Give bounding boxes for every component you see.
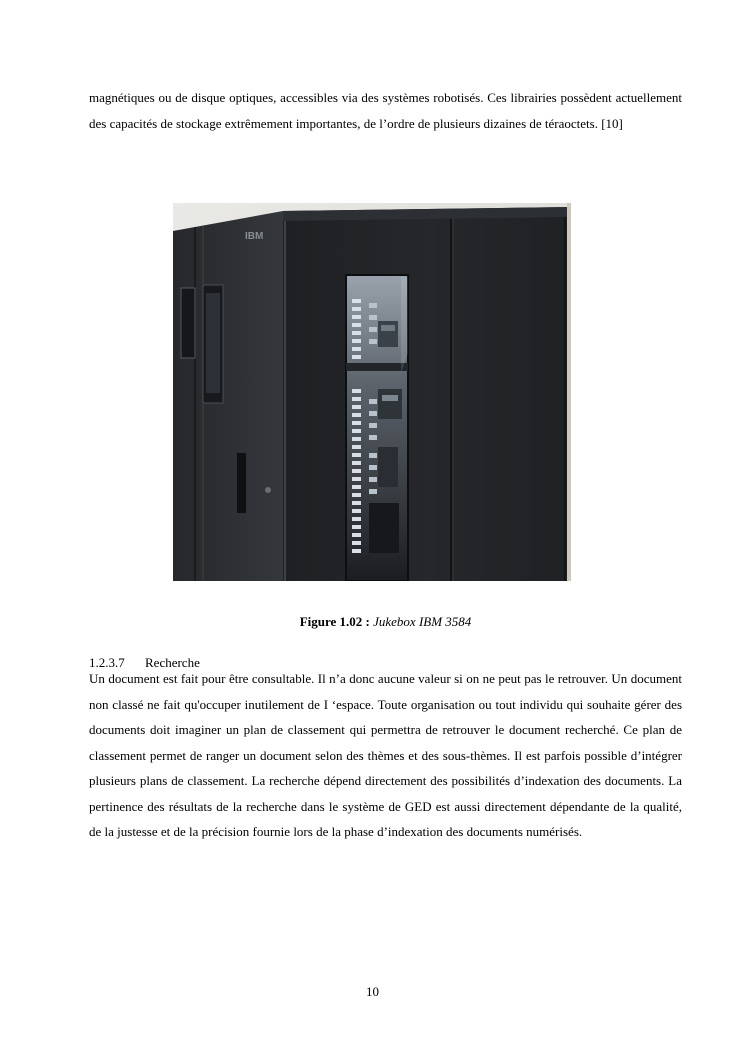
section-title: Recherche [145,655,200,670]
figure-label: Figure 1.02 : [299,614,370,629]
page-number: 10 [366,984,379,999]
figure-caption [89,613,682,631]
section-number: 1.2.3.7 [89,655,125,670]
main-paragraph: Un document est fait pour être consultable. Il n’a donc aucune valeur si on ne peut pas le retrouver. Un document non classé ne fait qu'occuper inutilement de I ‘espace. Toute organisation ou tout individu qui souhaite gérer des documents doit imaginer un plan de classement qui permettra de retrouver le document recherché. Ce plan de classement permet de ranger un document selon des thèmes et des sous-thèmes. Il est parfois possible d’intégrer plusieurs plans de classement. La recherche dépend directement des possibilités d’indexation des documents. La pertinence des résultats de la recherche dans le système de GED est aussi directement dépendante de la qualité, de la justesse et de la précision fournie lors de la phase d’indexation des documents numérisés. [89,671,682,839]
intro-paragraph: magnétiques ou de disque optiques, accessibles via des systèmes robotisés. Ces librairies possèdent actuellement des capacités de stockage extrêmement importantes, de l’ordre de plusieurs dizaines de téraoctets. [10] [89,90,682,131]
figure-title: Jukebox IBM 3584 [373,614,472,629]
ibm-logo: IBM [245,231,264,242]
jukebox-photo [173,203,571,581]
